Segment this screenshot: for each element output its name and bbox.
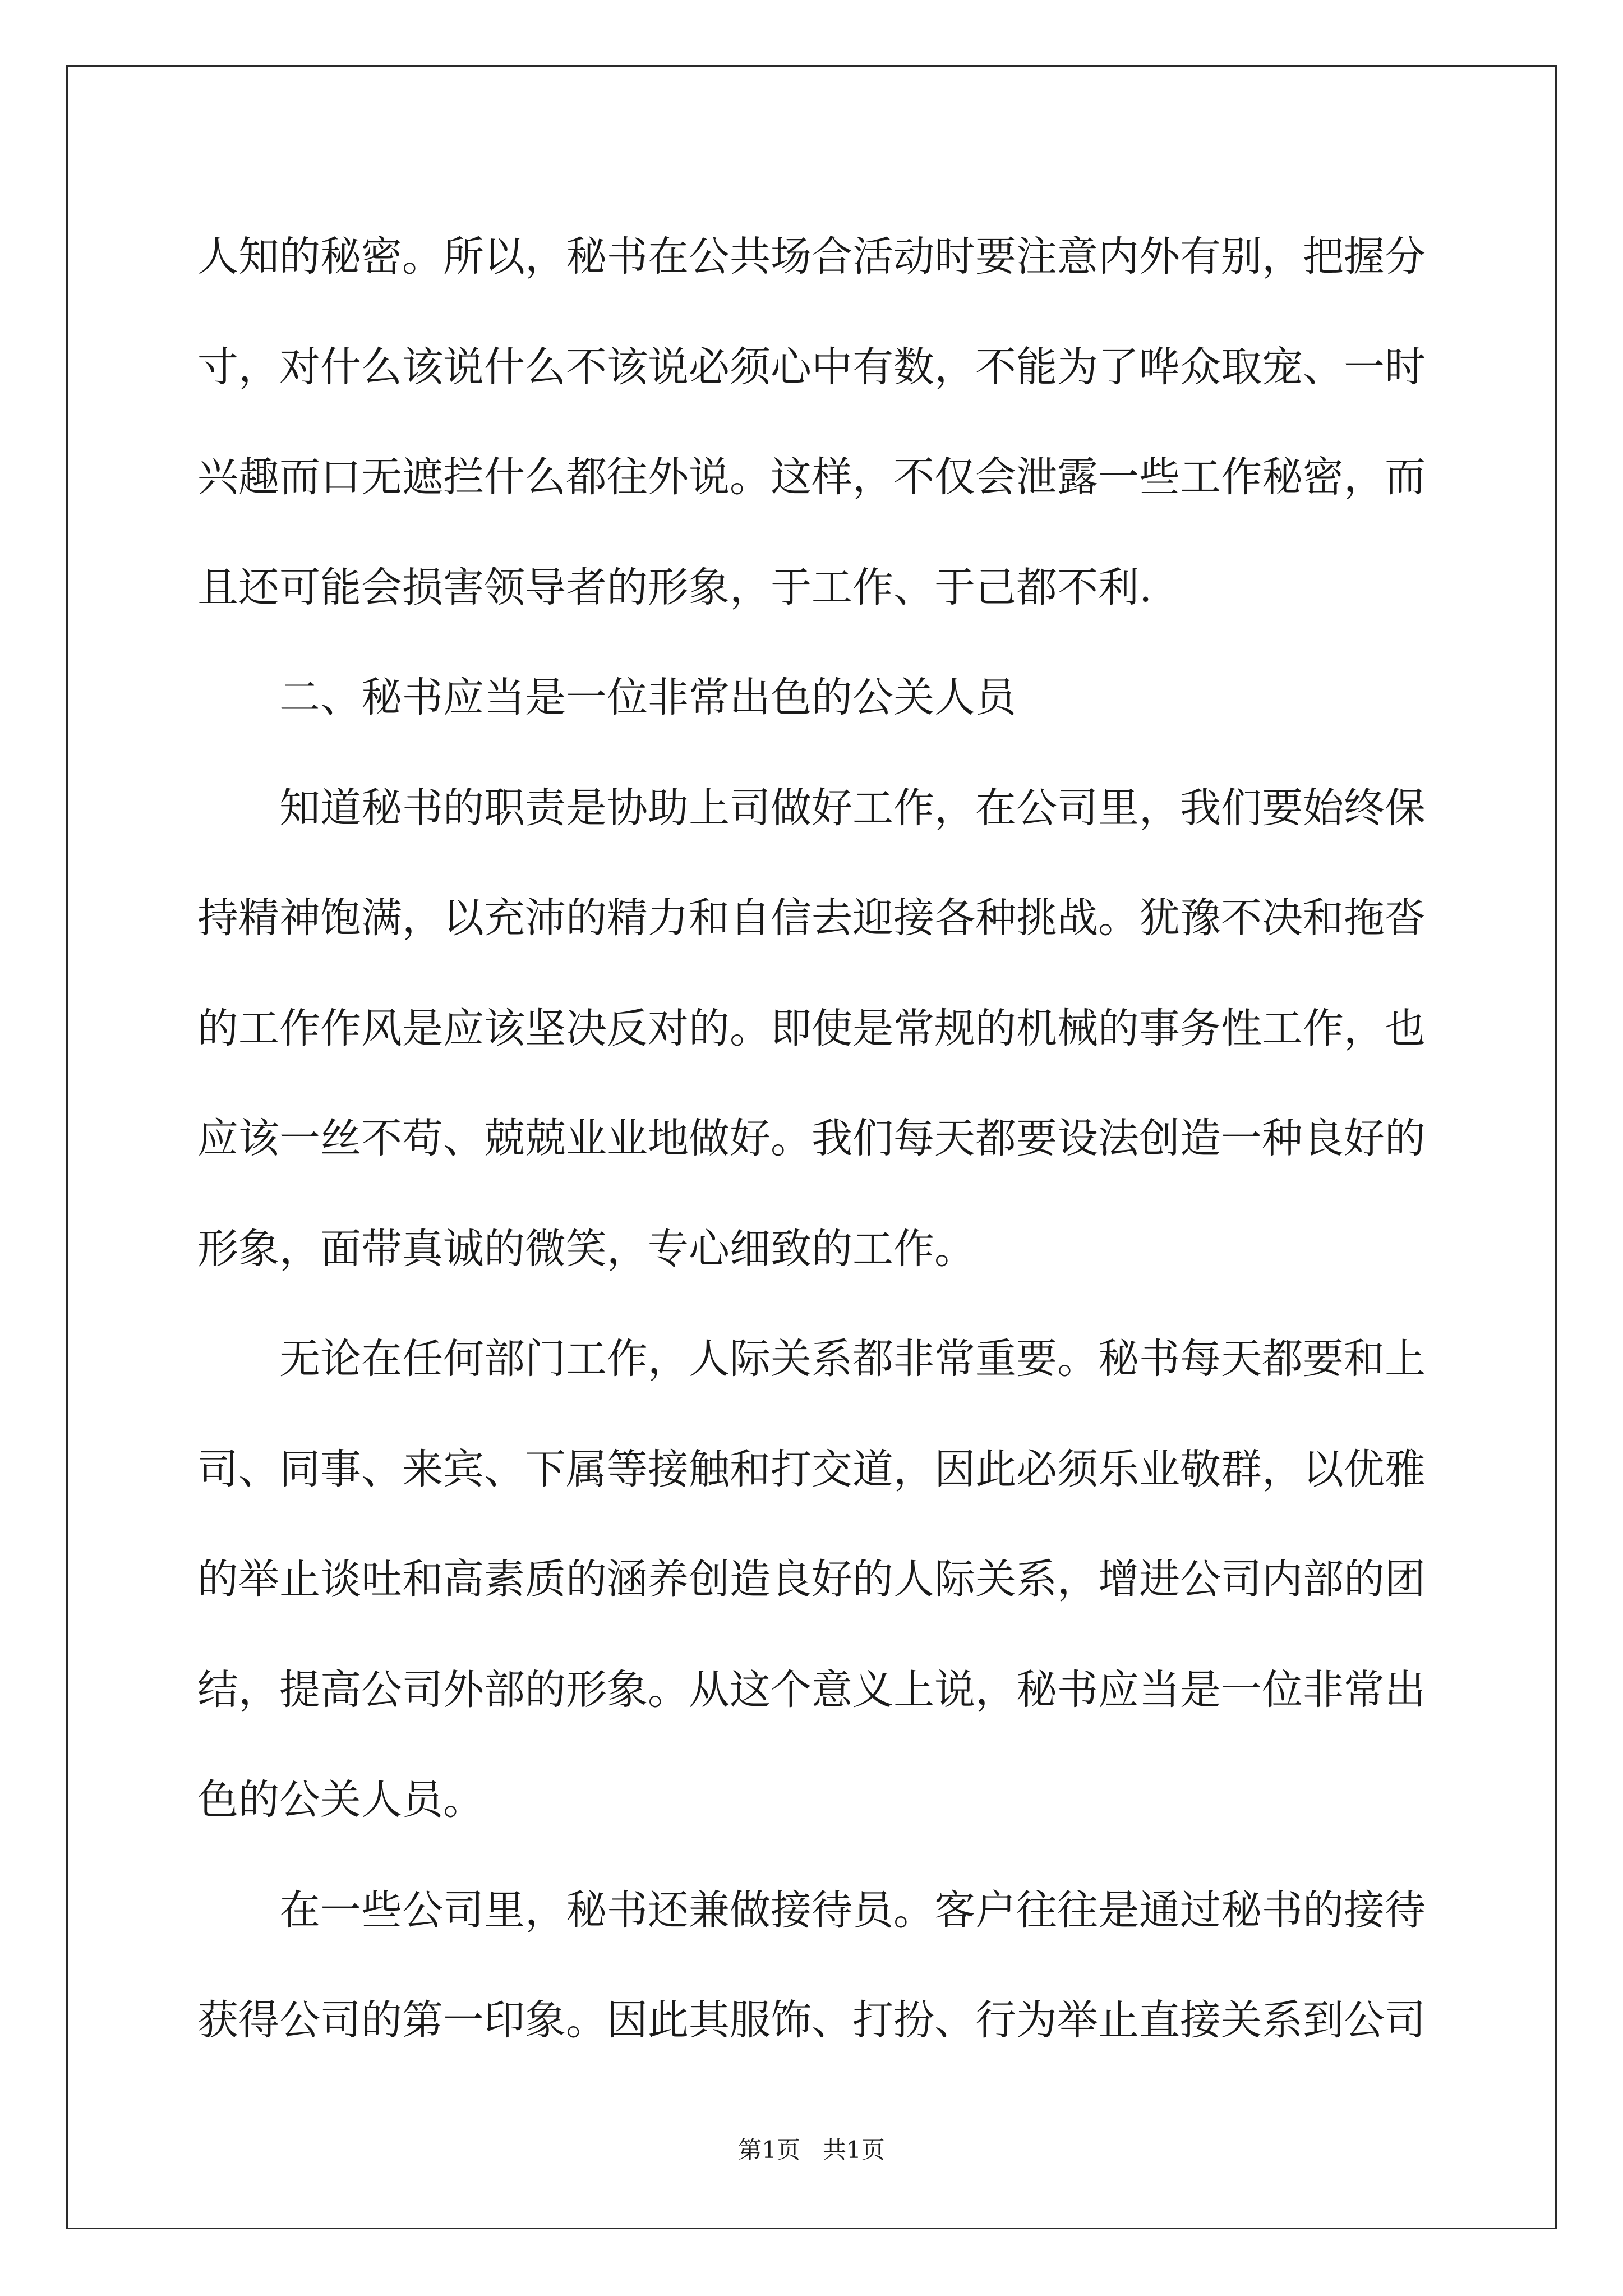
document-body — [197, 202, 1426, 2076]
text-line: 寸，对什么该说什么不该说必须心中有数，不能为了哗众取宠、一时 — [197, 343, 1426, 391]
text-line: 的举止谈吐和高素质的涵养创造良好的人际关系，增进公司内部的团 — [197, 1556, 1426, 1603]
text-line: 人知的秘密。所以，秘书在公共场合活动时要注意内外有别，把握分 — [197, 233, 1426, 280]
text-line: 知道秘书的职责是协助上司做好工作，在公司里，我们要始终保 — [279, 784, 1426, 832]
text-line: 持精神饱满，以充沛的精力和自信去迎接各种挑战。犹豫不决和拖沓 — [197, 894, 1426, 942]
text-line: 无论在任何部门工作，人际关系都非常重要。秘书每天都要和上 — [279, 1335, 1426, 1383]
text-line: 获得公司的第一印象。因此其服饰、打扮、行为举止直接关系到公司 — [197, 1996, 1426, 2044]
page-number-footer: 第1页 共1页 — [738, 2136, 885, 2164]
text-line: 应该一丝不苟、兢兢业业地做好。我们每天都要设法创造一种良好的 — [197, 1115, 1426, 1162]
text-line: 结，提高公司外部的形象。从这个意义上说，秘书应当是一位非常出 — [197, 1665, 1426, 1714]
text-line: 且还可能会损害领导者的形象，于工作、于己都不利. — [197, 563, 1152, 611]
text-line: 的工作作风是应该坚决反对的。即使是常规的机械的事务性工作，也 — [197, 1004, 1426, 1052]
text-line: 形象，面带真诚的微笑，专心细致的工作。 — [197, 1225, 975, 1273]
text-line: 司、同事、来宾、下属等接触和打交道，因此必须乐业敬群，以优雅 — [197, 1445, 1426, 1493]
text-line: 色的公关人员。 — [197, 1776, 484, 1824]
text-line: 在一些公司里，秘书还兼做接待员。客户往往是通过秘书的接待 — [279, 1886, 1426, 1934]
text-line: 兴趣而口无遮拦什么都往外说。这样，不仅会泄露一些工作秘密，而 — [197, 453, 1426, 501]
section-heading: 二、秘书应当是一位非常出色的公关人员 — [279, 674, 1016, 721]
